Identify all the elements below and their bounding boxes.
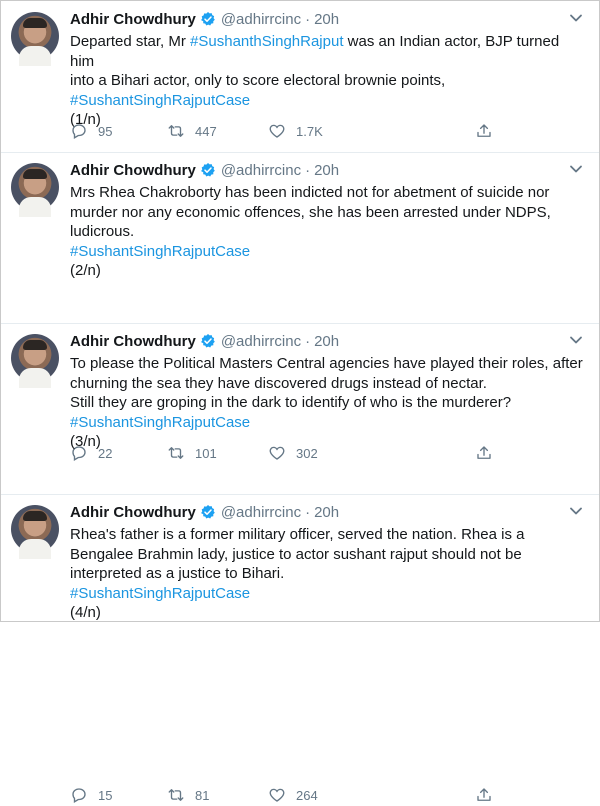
text-segment: Departed star, Mr [70, 33, 191, 50]
timestamp[interactable]: 20h [314, 503, 340, 521]
retweet-count: 101 [195, 445, 217, 461]
text-segment: Rhea's father is a former military officer, served the nation. Rhea is a [70, 526, 525, 543]
retweet-icon [167, 122, 185, 140]
chevron-down-icon[interactable] [569, 506, 583, 516]
reply-count: 15 [98, 787, 113, 803]
tweet-line [70, 203, 585, 223]
text-segment: ludicrous. [70, 223, 135, 240]
retweet-button[interactable] [167, 122, 217, 140]
tweet[interactable] [1, 1, 599, 153]
tweet-text [70, 183, 585, 281]
share-icon [475, 786, 493, 804]
tweet-line [70, 603, 585, 623]
reply-button[interactable] [70, 786, 112, 804]
retweet-button[interactable] [167, 786, 209, 804]
author-handle[interactable]: @adhirrcinc [220, 503, 302, 521]
like-count: 1.7K [296, 123, 323, 139]
like-count: 302 [296, 445, 318, 461]
hashtag-link[interactable]: #SushantSinghRajputCase [70, 584, 251, 602]
text-segment: into a Bihari actor, only to score electoral brownie points, [70, 72, 446, 89]
like-button[interactable] [268, 786, 318, 804]
tweet-line [70, 432, 585, 452]
tweet-line [70, 545, 585, 565]
tweet-line [70, 183, 585, 203]
text-segment: murder nor any economic offences, she has been arrested under NDPS, [70, 203, 551, 221]
like-icon [268, 786, 286, 804]
author-name[interactable]: Adhir Chowdhury [70, 503, 196, 521]
chevron-down-icon[interactable] [569, 13, 583, 23]
retweet-icon [167, 786, 185, 804]
tweet-line [70, 374, 585, 394]
author-handle[interactable]: @adhirrcinc [220, 332, 302, 350]
avatar[interactable] [11, 163, 59, 211]
hashtag-link[interactable]: #SushanthSinghRajput [190, 33, 344, 50]
tweet-text [70, 525, 585, 623]
tweet-line [70, 91, 585, 111]
reply-icon [70, 122, 88, 140]
tweet-header [70, 331, 339, 351]
tweet-header [70, 9, 339, 29]
tweet-line [70, 222, 585, 242]
tweet-line [70, 32, 585, 71]
verified-badge-icon [200, 162, 216, 178]
hashtag-link[interactable]: #SushantSinghRajputCase [70, 91, 251, 109]
author-name[interactable]: Adhir Chowdhury [70, 332, 196, 350]
tweet-line [70, 261, 585, 281]
text-segment: (2/n) [70, 262, 101, 279]
text-segment: (4/n) [70, 604, 101, 621]
tweet-header [70, 160, 339, 180]
text-segment: To please the Political Masters Central agencies have played their roles, after [70, 355, 583, 372]
separator-dot: · [305, 10, 311, 28]
text-segment: Still they are groping in the dark to identify of who is the murderer? [70, 394, 512, 411]
tweet[interactable] [1, 494, 599, 623]
like-count: 264 [296, 787, 318, 803]
share-icon [475, 122, 493, 140]
tweet-text [70, 32, 585, 130]
author-handle[interactable]: @adhirrcinc [220, 10, 302, 28]
chevron-down-icon[interactable] [569, 164, 583, 174]
hashtag-link[interactable]: #SushantSinghRajputCase [70, 242, 251, 260]
text-segment: interpreted as a justice to Bihari. [70, 565, 285, 582]
author-name[interactable]: Adhir Chowdhury [70, 10, 196, 28]
tweet-actions [70, 122, 510, 142]
text-segment: Mrs Rhea Chakroborty has been indicted not for abetment of suicide nor [70, 184, 550, 201]
avatar[interactable] [11, 505, 59, 553]
retweet-count: 447 [195, 123, 217, 139]
retweet-count: 81 [195, 787, 210, 803]
tweet-line [70, 354, 585, 374]
tweet-line [70, 393, 585, 413]
text-segment: was an Indian actor, BJP turned him [70, 33, 560, 70]
reply-icon [70, 786, 88, 804]
author-name[interactable]: Adhir Chowdhury [70, 161, 196, 179]
text-segment: (1/n) [70, 111, 101, 128]
timestamp[interactable]: 20h [314, 10, 340, 28]
like-button[interactable] [268, 122, 323, 140]
verified-badge-icon [200, 11, 216, 27]
share-button[interactable] [475, 122, 503, 140]
text-segment: churning the sea they have discovered drugs instead of nectar. [70, 374, 487, 392]
reply-count: 22 [98, 445, 113, 461]
tweet-line [70, 584, 585, 604]
tweet-actions [70, 786, 510, 806]
tweet-line [70, 525, 585, 545]
tweet-header [70, 502, 339, 522]
like-icon [268, 122, 286, 140]
text-segment: Bengalee Brahmin lady, justice to actor sushant rajput should not be [70, 545, 522, 563]
reply-button[interactable] [70, 122, 112, 140]
share-button[interactable] [475, 786, 503, 804]
tweet-line [70, 564, 585, 584]
timestamp[interactable]: 20h [314, 161, 340, 179]
author-handle[interactable]: @adhirrcinc [220, 161, 302, 179]
text-segment: (3/n) [70, 433, 101, 450]
avatar[interactable] [11, 334, 59, 382]
tweet-text [70, 354, 585, 452]
tweet-line [70, 71, 585, 91]
separator-dot: · [305, 503, 311, 521]
reply-count: 95 [98, 123, 113, 139]
verified-badge-icon [200, 504, 216, 520]
timestamp[interactable]: 20h [314, 332, 340, 350]
separator-dot: · [305, 332, 311, 350]
avatar[interactable] [11, 12, 59, 60]
tweet-line [70, 413, 585, 433]
tweet-line [70, 242, 585, 262]
chevron-down-icon[interactable] [569, 335, 583, 345]
hashtag-link[interactable]: #SushantSinghRajputCase [70, 413, 251, 431]
verified-badge-icon [200, 333, 216, 349]
separator-dot: · [305, 161, 311, 179]
